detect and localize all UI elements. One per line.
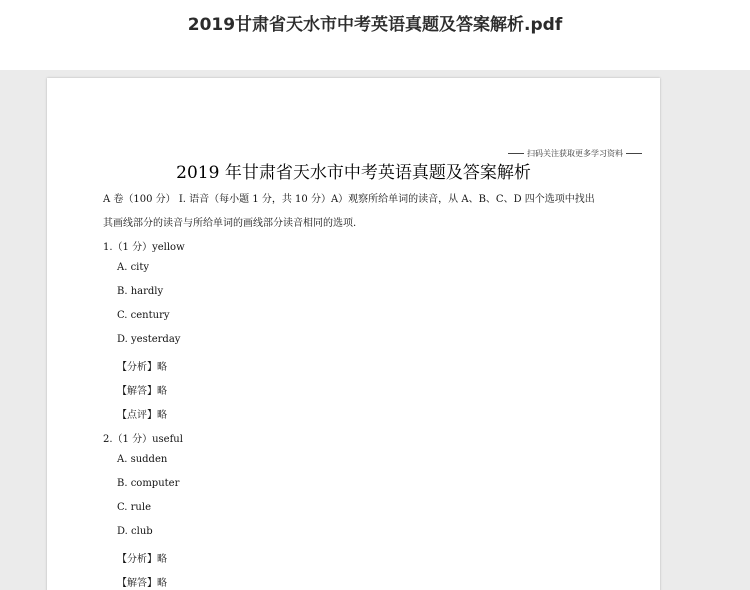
document-viewer[interactable]: [0, 70, 750, 590]
question-1-analysis: 【分析】略: [117, 362, 167, 373]
title-bar: [0, 0, 750, 70]
question-1-option-b: B. hardly: [117, 286, 164, 297]
question-1-answer: 【解答】略: [117, 386, 167, 397]
question-2-option-c: C. rule: [117, 502, 151, 513]
document-title: 2019 年甘肃省天水市中考英语真题及答案解析: [176, 163, 531, 183]
question-2-option-d: D. club: [117, 526, 153, 537]
watermark-dash-right: [626, 153, 642, 154]
question-1-option-a: A. city: [117, 262, 150, 273]
pdf-page: [47, 78, 660, 590]
question-2-option-b: B. computer: [117, 478, 180, 489]
question-1-stem: 1.（1 分）yellow: [103, 242, 185, 253]
question-2-analysis: 【分析】略: [117, 554, 167, 565]
question-1-comment: 【点评】略: [117, 410, 167, 421]
question-2-stem: 2.（1 分）useful: [103, 434, 183, 445]
watermark-dash-left: [508, 153, 524, 154]
watermark-text: 扫码关注获取更多学习资料: [527, 149, 623, 158]
file-title: 2019甘肃省天水市中考英语真题及答案解析.pdf: [187, 15, 563, 35]
intro-line-1: A 卷（100 分） Ⅰ. 语音（每小题 1 分，共 10 分）A）观察所给单词的读音，从 A、B、C、D 四个选项中找出: [103, 194, 595, 205]
question-2-answer: 【解答】略: [117, 578, 167, 589]
question-1-option-c: C. century: [117, 310, 170, 321]
intro-line-2: 其画线部分的读音与所给单词的画线部分读音相同的选项.: [103, 218, 357, 229]
question-1-option-d: D. yesterday: [117, 334, 181, 345]
question-2-option-a: A. sudden: [117, 454, 168, 465]
